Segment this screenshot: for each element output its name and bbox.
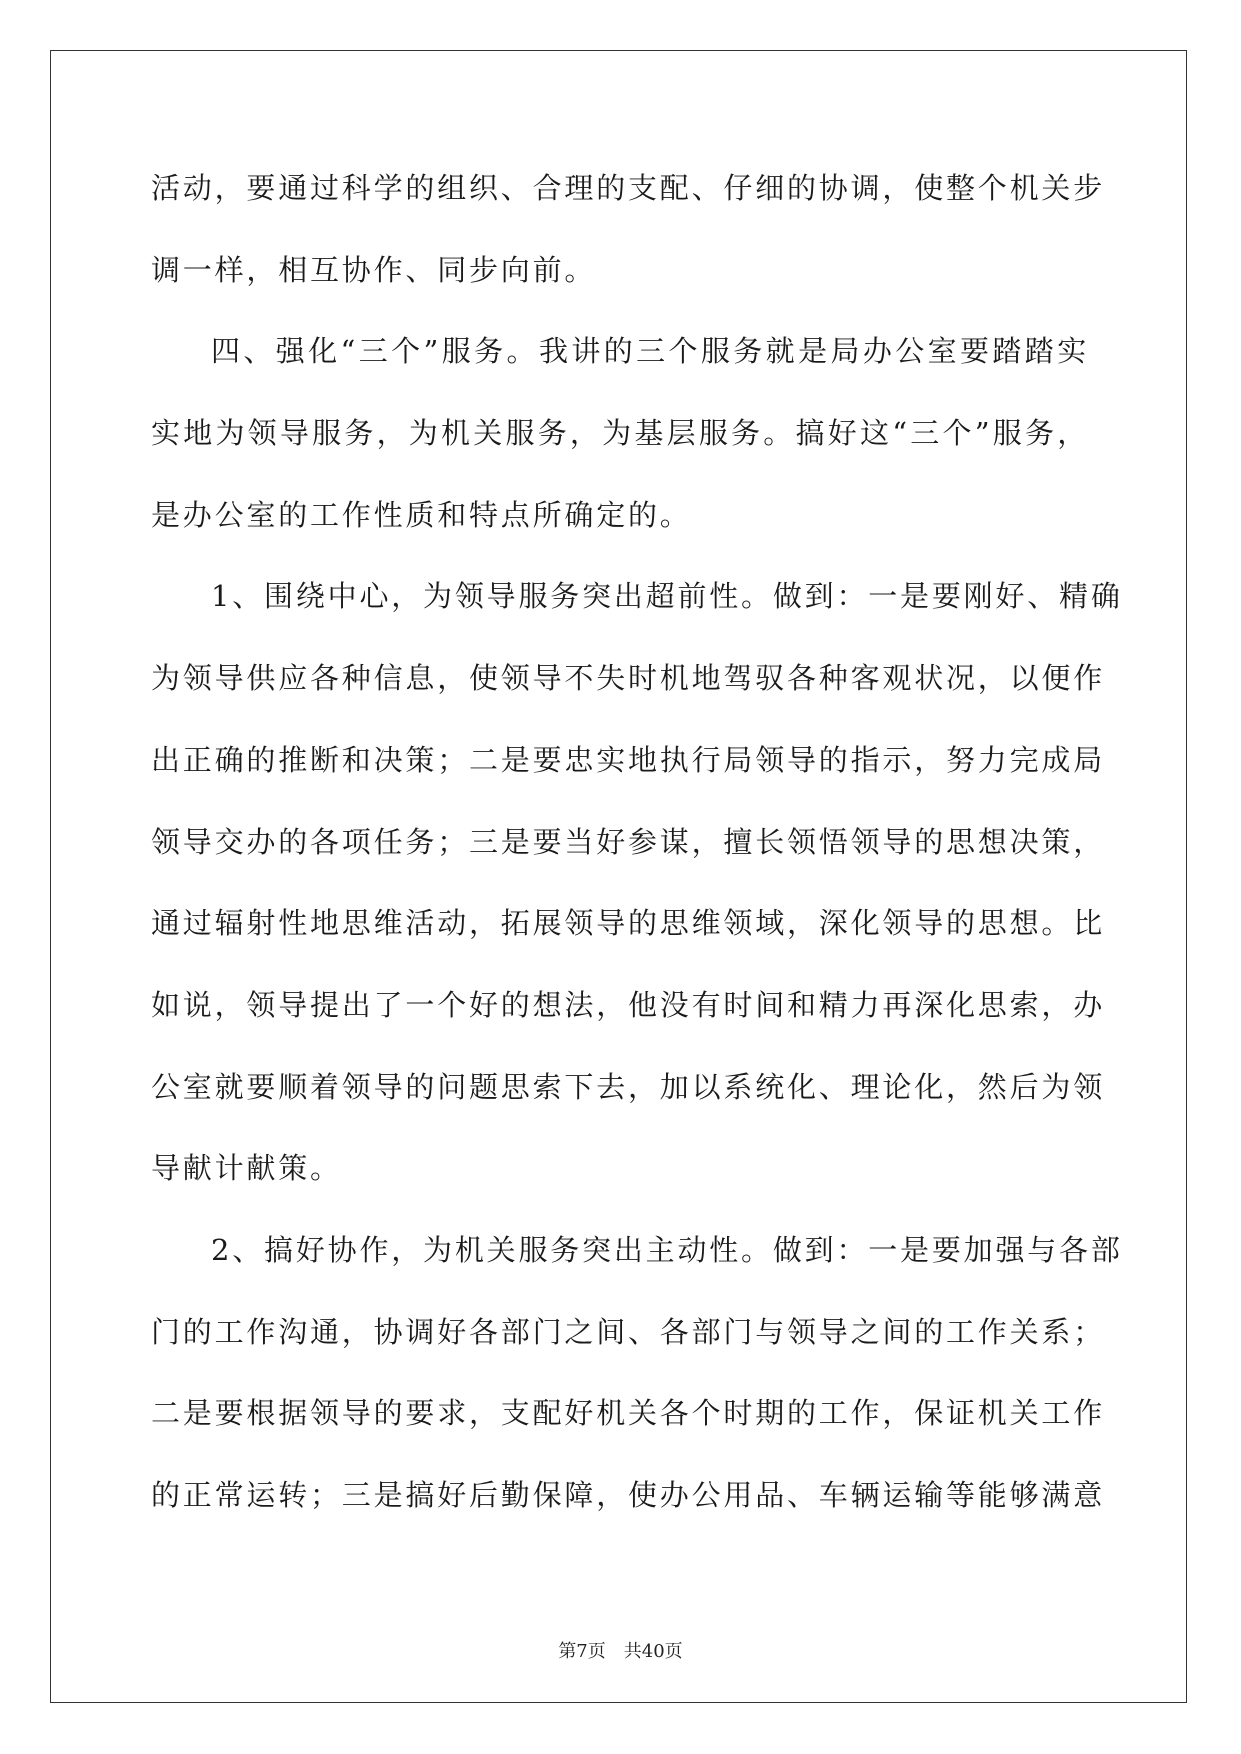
text-line: 四、强化“三个”服务。我讲的三个服务就是局办公室要踏踏实 — [211, 334, 1089, 369]
text-line: 活动，要通过科学的组织、合理的支配、仔细的协调，使整个机关步 — [151, 171, 1106, 205]
text-line: 如说，领导提出了一个好的想法，他没有时间和精力再深化思索，办 — [151, 987, 1106, 1022]
text-line: 二是要根据领导的要求，支配好机关各个时期的工作，保证机关工作 — [151, 1396, 1106, 1431]
text-line: 1、围绕中心，为领导服务突出超前性。做到：一是要刚好、精确 — [211, 579, 1123, 614]
text-line: 出正确的推断和决策；二是要忠实地执行局领导的指示，努力完成局 — [151, 742, 1106, 777]
text-line: 的正常运转；三是搞好后勤保障，使办公用品、车辆运输等能够满意 — [151, 1478, 1106, 1512]
text-line: 实地为领导服务，为机关服务，为基层服务。搞好这“三个”服务， — [151, 416, 1089, 451]
document-body — [151, 164, 1123, 1553]
total-page-count: 共40页 — [623, 1641, 683, 1662]
text-line: 公室就要顺着领导的问题思索下去，加以系统化、理论化，然后为领 — [151, 1069, 1106, 1104]
text-line: 领导交办的各项任务；三是要当好参谋，擅长领悟领导的思想决策， — [151, 824, 1106, 859]
text-line: 是办公室的工作性质和特点所确定的。 — [151, 497, 692, 532]
text-line: 门的工作沟通，协调好各部门之间、各部门与领导之间的工作关系； — [151, 1314, 1106, 1349]
text-line: 导献计献策。 — [151, 1151, 342, 1186]
page-footer — [0, 1637, 1241, 1663]
text-line: 通过辐射性地思维活动，拓展领导的思维领域，深化领导的思想。比 — [151, 906, 1106, 941]
text-line: 2、搞好协作，为机关服务突出主动性。做到：一是要加强与各部 — [211, 1232, 1123, 1267]
text-line: 调一样，相互协作、同步向前。 — [151, 252, 597, 287]
text-line: 为领导供应各种信息，使领导不失时机地驾驭各种客观状况，以便作 — [151, 661, 1106, 696]
current-page-number: 第7页 — [558, 1641, 606, 1662]
